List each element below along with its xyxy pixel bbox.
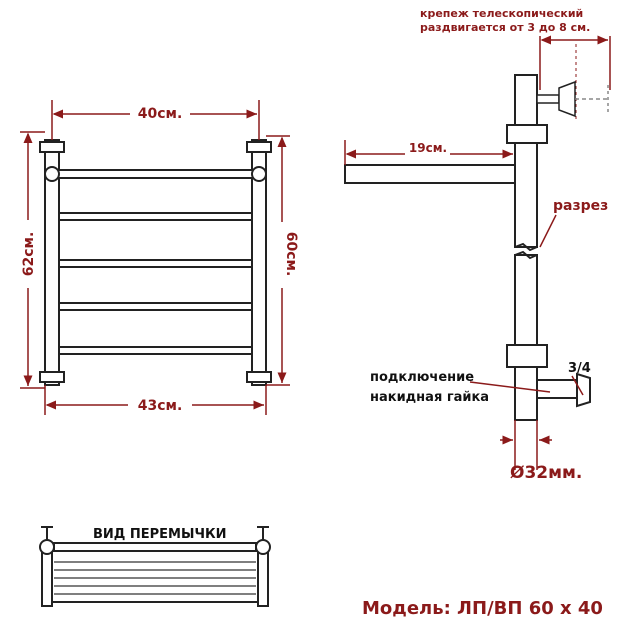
side-view — [345, 7, 610, 483]
shelf-depth-label: 19см. — [408, 141, 448, 155]
pipe-diameter-label: Ø32мм. — [510, 463, 583, 483]
mount-note-line1: крепеж телескопический — [420, 7, 584, 20]
mount-note-line2: раздвигается от 3 до 8 см. — [420, 21, 591, 34]
height-left-label: 62см. — [21, 231, 37, 277]
top-bar — [55, 170, 258, 178]
side-upright-upper — [515, 75, 537, 247]
front-view — [20, 100, 299, 415]
connection-label-line1: подключение — [370, 370, 475, 385]
rung — [59, 347, 252, 354]
width-top-label: 40см. — [137, 106, 183, 122]
rung — [59, 213, 252, 220]
height-right-label: 60см. — [283, 231, 299, 277]
model-label: Модель: ЛП/ВП 60 х 40 — [362, 598, 603, 619]
bridge-view-title: ВИД ПЕРЕМЫЧКИ — [93, 527, 227, 542]
rung — [59, 303, 252, 310]
section-label: разрез — [553, 198, 609, 214]
thread-size-label: 3/4 — [568, 361, 591, 376]
shelf-arm — [345, 165, 515, 183]
bridge-view — [40, 526, 270, 606]
side-upright-lower — [515, 255, 537, 420]
width-bottom-label: 43см. — [137, 398, 183, 414]
rung — [59, 260, 252, 267]
connection-label-line2: накидная гайка — [370, 390, 490, 405]
